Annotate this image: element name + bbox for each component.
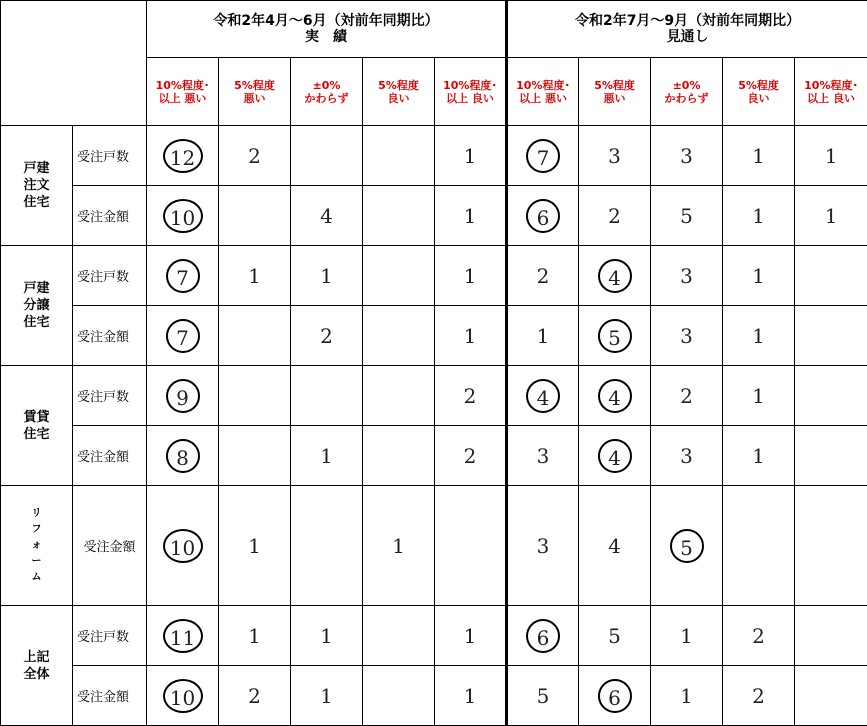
category-name [1, 366, 73, 486]
column-header [363, 58, 435, 126]
period-header-forecast-line1: 令和2年7月～9月（対前年同期比） [574, 13, 801, 29]
category-name-part: 上記 [23, 649, 50, 665]
row-label: 受注金額 [73, 426, 147, 486]
table-row [1, 426, 867, 486]
column-header-line: 悪い [603, 91, 626, 105]
value: 1 [320, 443, 333, 468]
column-header-line: 以上 悪い [158, 91, 207, 105]
value: 5 [608, 623, 621, 648]
row-label: 受注金額 [73, 666, 147, 726]
category-name-part: ム [31, 571, 42, 583]
value: 2 [608, 203, 621, 228]
value-cell [435, 606, 507, 666]
value: 1 [248, 263, 261, 288]
value-cell [507, 246, 579, 306]
value-cell [723, 366, 795, 426]
period-header-actual-line1: 令和2年4月～6月（対前年同期比） [213, 13, 439, 29]
value: 1 [320, 683, 333, 708]
value: 2 [248, 683, 261, 708]
column-header-line: 10%程度･ [443, 78, 497, 92]
column-header-line: 5%程度 [738, 78, 779, 92]
value-cell [147, 606, 219, 666]
value: 2 [320, 323, 333, 348]
value: 4 [608, 533, 621, 558]
row-label: 受注金額 [73, 186, 147, 246]
value-cell [579, 126, 651, 186]
value-cell [363, 366, 435, 426]
value: 1 [248, 623, 261, 648]
value-cell [291, 246, 363, 306]
table-row [1, 306, 867, 366]
period-header-forecast-line2: 見通し [666, 29, 709, 45]
value-cell [651, 486, 723, 606]
value-cell [363, 486, 435, 606]
column-header-line: 悪い [243, 91, 266, 105]
value: 3 [608, 143, 621, 168]
value-cell [507, 126, 579, 186]
circled-value: 7 [526, 139, 560, 173]
category-name-part: フ [31, 523, 42, 535]
value: 2 [752, 623, 765, 648]
category-name-part: 住宅 [23, 315, 50, 330]
value-cell [147, 246, 219, 306]
circled-value: 6 [598, 679, 632, 713]
value: 2 [248, 143, 261, 168]
value-cell [579, 606, 651, 666]
value: 3 [536, 443, 550, 468]
value-cell [723, 306, 795, 366]
value-cell [723, 606, 795, 666]
value-cell [435, 126, 507, 186]
value: 1 [824, 143, 838, 168]
value: 2 [536, 263, 550, 288]
value-cell [579, 306, 651, 366]
value-cell [795, 306, 867, 366]
value-cell [147, 366, 219, 426]
circled-value: 4 [598, 379, 632, 413]
value-cell [219, 426, 291, 486]
value: 1 [752, 143, 765, 168]
column-header-line: 5%程度 [594, 78, 635, 92]
value-cell [723, 666, 795, 726]
value: 1 [320, 263, 333, 288]
value-cell [651, 426, 723, 486]
table-row [1, 126, 867, 186]
category-name-part: 戸建 [23, 161, 50, 176]
circled-value: 10 [163, 529, 203, 563]
category-name-part: 賃貸 [23, 409, 50, 425]
value-cell [651, 306, 723, 366]
category-name-part: 住宅 [23, 426, 50, 442]
value: 2 [752, 683, 765, 708]
circled-value: 12 [163, 139, 203, 173]
value-cell [291, 186, 363, 246]
category-name-part: ー [31, 555, 42, 567]
value: 2 [463, 383, 477, 408]
value-cell [507, 186, 579, 246]
column-header-line: 良い [387, 91, 410, 105]
column-header-line: 以上 良い [807, 91, 855, 105]
circled-value: 10 [163, 679, 203, 713]
value-cell [363, 126, 435, 186]
column-header [651, 58, 723, 126]
value-cell [363, 666, 435, 726]
value: 1 [463, 683, 477, 708]
value: 1 [248, 533, 261, 558]
value-cell [795, 606, 867, 666]
period-header-actual [147, 1, 507, 58]
column-header [579, 58, 651, 126]
value-cell [723, 126, 795, 186]
value-cell [291, 306, 363, 366]
value: 1 [392, 533, 405, 558]
value-cell [291, 486, 363, 606]
value-cell [147, 486, 219, 606]
circled-value: 7 [166, 259, 200, 293]
row-label: 受注金額 [73, 306, 147, 366]
value: 3 [680, 323, 693, 348]
value-cell [147, 306, 219, 366]
circled-value: 4 [526, 379, 560, 413]
value-cell [651, 606, 723, 666]
value: 1 [680, 623, 693, 648]
circled-value: 8 [166, 439, 200, 473]
value-cell [579, 366, 651, 426]
row-label: 受注戸数 [73, 246, 147, 306]
value-cell [219, 186, 291, 246]
value-cell [507, 666, 579, 726]
value-cell [363, 306, 435, 366]
value-cell [435, 306, 507, 366]
value-cell [291, 426, 363, 486]
value-cell [219, 606, 291, 666]
value-cell [795, 426, 867, 486]
value-cell [723, 186, 795, 246]
header-row-periods [1, 1, 867, 58]
value-cell [651, 186, 723, 246]
column-header-line: ±0% [312, 78, 341, 92]
value-cell [795, 366, 867, 426]
column-header-line: 10%程度･ [804, 78, 858, 92]
value-cell [435, 486, 507, 606]
value-cell [219, 666, 291, 726]
value-cell [435, 186, 507, 246]
value: 5 [680, 203, 693, 228]
value-cell [291, 126, 363, 186]
value-cell [147, 186, 219, 246]
value: 1 [463, 323, 477, 348]
table-row [1, 606, 867, 666]
value: 1 [463, 143, 477, 168]
category-name [1, 126, 73, 246]
value-cell [507, 366, 579, 426]
column-header [147, 58, 219, 126]
value-cell [291, 666, 363, 726]
value: 1 [752, 263, 765, 288]
value-cell [723, 246, 795, 306]
value: 3 [536, 533, 550, 558]
column-header [219, 58, 291, 126]
category-name [1, 486, 73, 606]
value: 1 [752, 383, 765, 408]
value-cell [219, 486, 291, 606]
value: 1 [752, 203, 765, 228]
value: 3 [680, 143, 693, 168]
value: 1 [463, 263, 477, 288]
value-cell [651, 126, 723, 186]
value: 1 [680, 683, 693, 708]
category-name-part: 注文 [23, 178, 50, 193]
table-body [1, 1, 867, 726]
value-cell [795, 666, 867, 726]
value-cell [795, 486, 867, 606]
value: 1 [320, 623, 333, 648]
value-cell [579, 186, 651, 246]
row-label: 受注戸数 [73, 126, 147, 186]
column-header [291, 58, 363, 126]
value-cell [435, 666, 507, 726]
table-row [1, 246, 867, 306]
category-name-part: 分譲 [23, 298, 50, 313]
table-row [1, 486, 867, 606]
value: 1 [536, 323, 550, 348]
period-header-forecast [507, 1, 867, 58]
row-label: 受注戸数 [73, 366, 147, 426]
circled-value: 4 [598, 259, 632, 293]
value: 3 [680, 263, 693, 288]
value-cell [795, 186, 867, 246]
column-header-line: かわらず [664, 91, 709, 105]
table-row [1, 186, 867, 246]
value: 1 [752, 443, 765, 468]
circled-value: 6 [526, 199, 560, 233]
value-cell [363, 186, 435, 246]
value: 2 [680, 383, 693, 408]
value-cell [147, 666, 219, 726]
value: 4 [320, 203, 333, 228]
value: 1 [463, 623, 477, 648]
value-cell [651, 246, 723, 306]
category-name-part: 全体 [23, 666, 50, 682]
table-row [1, 666, 867, 726]
value-cell [579, 426, 651, 486]
value-cell [147, 126, 219, 186]
circled-value: 5 [670, 529, 704, 563]
column-header-line: かわらず [304, 91, 349, 105]
category-name [1, 246, 73, 366]
circled-value: 5 [598, 319, 632, 353]
value-cell [219, 126, 291, 186]
column-header-line: 5%程度 [234, 78, 275, 92]
value-cell [435, 426, 507, 486]
circled-value: 6 [526, 619, 560, 653]
value-cell [507, 426, 579, 486]
value: 5 [536, 683, 550, 708]
circled-value: 9 [166, 379, 200, 413]
category-name-part: 戸建 [23, 281, 50, 296]
value-cell [651, 666, 723, 726]
value-cell [363, 426, 435, 486]
circled-value: 7 [166, 319, 200, 353]
value-cell [795, 126, 867, 186]
column-header [435, 58, 507, 126]
column-header-line: 以上 良い [446, 91, 494, 105]
value-cell [507, 306, 579, 366]
column-header-line: 良い [747, 91, 770, 105]
value: 1 [752, 323, 765, 348]
value-cell [219, 246, 291, 306]
column-header-line: 10%程度･ [155, 78, 210, 92]
value: 1 [463, 203, 477, 228]
value: 2 [463, 443, 477, 468]
value-cell [363, 246, 435, 306]
value-cell [507, 486, 579, 606]
value-cell [579, 246, 651, 306]
value-cell [291, 606, 363, 666]
row-label: 受注金額 [73, 486, 147, 606]
value-cell [507, 606, 579, 666]
column-header [507, 58, 579, 126]
column-header-line: 10%程度･ [516, 78, 570, 92]
value-cell [795, 246, 867, 306]
column-header [723, 58, 795, 126]
category-name-part: 住宅 [23, 195, 50, 210]
corner-cell [1, 1, 147, 126]
circled-value: 10 [163, 199, 203, 233]
value-cell [291, 366, 363, 426]
category-name [1, 606, 73, 726]
value-cell [579, 486, 651, 606]
value-cell [147, 426, 219, 486]
value-cell [435, 246, 507, 306]
category-name-part: ォ [31, 539, 42, 551]
category-name-part: リ [31, 507, 42, 519]
column-header-line: 以上 悪い [519, 91, 567, 105]
circled-value: 4 [598, 439, 632, 473]
column-header [795, 58, 867, 126]
circled-value: 11 [163, 619, 203, 653]
value: 1 [824, 203, 838, 228]
value-cell [435, 366, 507, 426]
row-label: 受注戸数 [73, 606, 147, 666]
value-cell [723, 426, 795, 486]
value-cell [579, 666, 651, 726]
value-cell [363, 606, 435, 666]
column-header-line: ±0% [672, 78, 701, 92]
column-header-line: 5%程度 [378, 78, 419, 92]
value-cell [219, 306, 291, 366]
value-cell [651, 366, 723, 426]
value: 3 [680, 443, 693, 468]
value-cell [219, 366, 291, 426]
value-cell [723, 486, 795, 606]
table-row [1, 366, 867, 426]
period-header-actual-line2: 実 績 [305, 29, 348, 45]
